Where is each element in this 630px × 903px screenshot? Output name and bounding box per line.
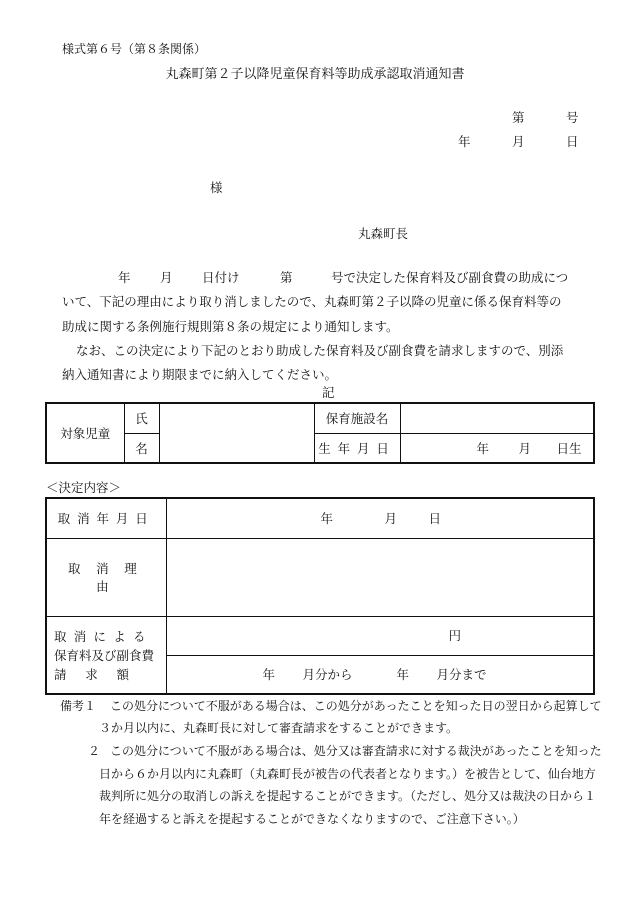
claim-label-line2: 保育料及び副食費 bbox=[54, 647, 155, 663]
claim-amount-label bbox=[46, 616, 166, 694]
body-line5: 納入通知書により期限までに納入してください。 bbox=[62, 367, 338, 382]
body-line2: いて、下記の理由により取り消しましたので、丸森町第２子以降の児童に係る保育料等の bbox=[62, 294, 562, 309]
body-line3: 助成に関する条例施行規則第８条の規定により通知します。 bbox=[62, 319, 399, 334]
decision-table bbox=[45, 497, 595, 695]
yen-unit: 円 bbox=[448, 627, 462, 643]
doc-number-go: 号 bbox=[566, 110, 579, 125]
note2-line3: 裁判所に処分の取消しの訴えを提起することができます。（ただし、処分又は裁決の日から１ bbox=[99, 789, 597, 803]
addressee-suffix: 様 bbox=[210, 180, 223, 195]
form-number: 様式第６号（第８条関係） bbox=[62, 42, 207, 56]
child-info-table bbox=[45, 402, 595, 464]
body-dated: 日付け bbox=[202, 270, 240, 285]
body-line4: なお、この決定により下記のとおり助成した保育料及び副食費を請求しますので、別添 bbox=[76, 343, 564, 358]
body-line1-rest: 号で決定した保育料及び副食費の助成につ bbox=[331, 270, 569, 285]
facility-name-field bbox=[400, 403, 594, 433]
birth-month: 月 bbox=[518, 440, 532, 456]
birth-date-label: 生年月日 bbox=[314, 433, 400, 463]
doc-number-dai: 第 bbox=[512, 110, 525, 125]
cancel-reason-field bbox=[166, 538, 594, 616]
body-year: 年 bbox=[118, 270, 131, 285]
period-year-from: 年 bbox=[262, 666, 276, 682]
cancel-reason-label: 取消理由 bbox=[46, 538, 166, 616]
ki-heading: 記 bbox=[322, 385, 335, 400]
note2-line4: 年を経過すると訴えを提起することができなくなりますので、ご注意下さい。） bbox=[99, 812, 525, 826]
body-paragraph bbox=[62, 272, 592, 382]
cancel-date-day: 日 bbox=[428, 511, 442, 526]
cancel-date-label: 取消年月日 bbox=[46, 498, 166, 538]
cancel-date-field bbox=[166, 498, 594, 538]
claim-amount-field bbox=[166, 616, 594, 655]
note2-line2: 日から６か月以内に丸森町（丸森町長が被告の代表者となります。）を被告として、仙台地方 bbox=[99, 767, 596, 781]
doc-date-year: 年 bbox=[458, 134, 471, 149]
claim-label-line3: 請求額 bbox=[54, 666, 148, 682]
cancel-date-month: 月 bbox=[384, 511, 398, 526]
cancel-date-year: 年 bbox=[320, 511, 334, 526]
issuer-name: 丸森町長 bbox=[358, 226, 409, 241]
claim-label-line1: 取消による bbox=[54, 628, 153, 644]
birth-date-field bbox=[400, 433, 594, 463]
doc-date-month: 月 bbox=[512, 134, 525, 149]
body-month: 月 bbox=[160, 270, 173, 285]
name-label-char1: 氏 bbox=[124, 403, 159, 433]
period-year-to: 年 bbox=[396, 666, 410, 682]
facility-label: 保育施設名 bbox=[314, 403, 400, 433]
birth-year: 年 bbox=[476, 440, 490, 456]
name-label-char2: 名 bbox=[124, 433, 159, 463]
document-title: 丸森町第２子以降児童保育料等助成承認取消通知書 bbox=[165, 67, 465, 82]
note2-number: ２ bbox=[88, 744, 101, 758]
decision-heading: ＜決定内容＞ bbox=[46, 480, 122, 495]
birth-day: 日生 bbox=[556, 440, 582, 456]
doc-date-day: 日 bbox=[566, 134, 579, 149]
claim-period-field bbox=[166, 655, 594, 694]
child-name-field bbox=[159, 403, 314, 463]
note2-line1: この処分について不服がある場合は、処分又は審査請求に対する裁決があったことを知った bbox=[110, 744, 602, 758]
subject-child-label: 対象児童 bbox=[46, 403, 124, 463]
period-to: 月分まで bbox=[436, 666, 487, 682]
note1-line2: ３か月以内に、丸森町長に対して審査請求をすることができます。 bbox=[99, 721, 459, 735]
notes-label: 備考１ bbox=[60, 699, 97, 713]
note1-line1: この処分について不服がある場合は、この処分があったことを知った日の翌日から起算して bbox=[110, 699, 602, 713]
period-from: 月分から bbox=[302, 666, 353, 682]
body-dai: 第 bbox=[280, 270, 293, 285]
